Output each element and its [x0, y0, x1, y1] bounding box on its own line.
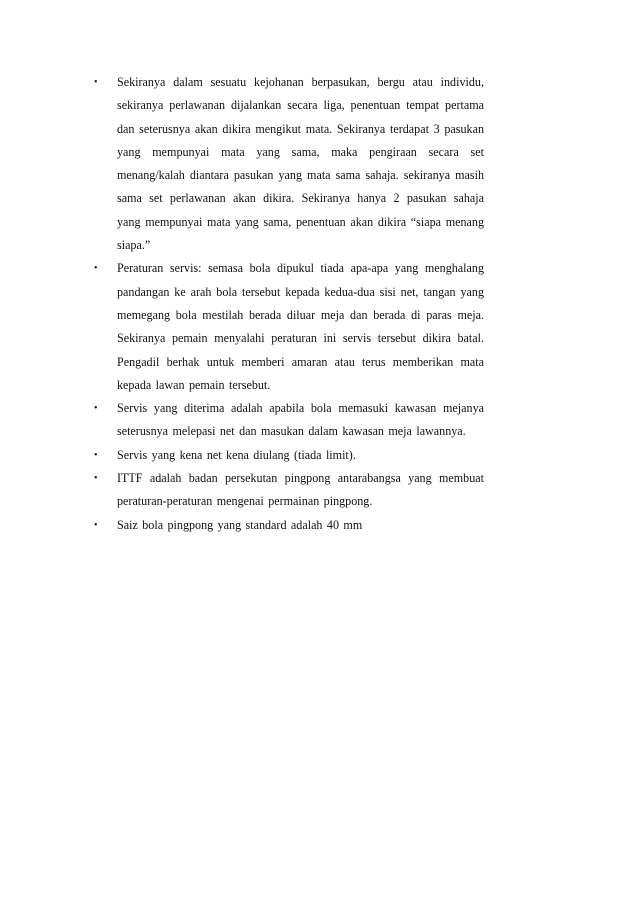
bullet-icon: • [94, 449, 98, 461]
list-item [92, 257, 484, 397]
paragraph-text: Saiz bola pingpong yang standard adalah 40 mm [117, 517, 363, 532]
list-item [92, 71, 484, 257]
paragraph-text: Servis yang kena net kena diulang (tiada limit). [117, 447, 356, 462]
paragraph-text: Peraturan servis: semasa bola dipukul tiada apa-apa yang menghalang pandangan ke arah bola tersebut kepada kedua-dua sisi net, tangan yang memegang bola mestilah berada diluar meja dan berada di paras meja. Sekiranya pemain menyalahi peraturan ini servis tersebut dikira batal. Pengadil berhak untuk memberi amaran atau terus memberikan mata kepada lawan pemain tersebut. [117, 261, 484, 392]
paragraph-text: ITTF adalah badan persekutan pingpong antarabangsa yang membuat peraturan-peraturan mengenai permainan pingpong. [117, 471, 484, 509]
bullet-icon: • [94, 263, 98, 275]
list-item [92, 514, 484, 537]
paragraph-text: Sekiranya dalam sesuatu kejohanan berpasukan, bergu atau individu, sekiranya perlawanan dijalankan secara liga, penentuan tempat pertama dan seterusnya akan dikira mengikut mata. Sekiranya terdapat 3 pasukan yang mempunyai mata yang sama, maka pengiraan secara set menang/kalah diantara pasukan yang mata sama sahaja. sekiranya masih sama set perlawanan akan dikira. Sekiranya hanya 2 pasukan sahaja yang mempunyai mata yang sama, penentuan akan dikira “siapa menang siapa.” [117, 75, 484, 253]
list-item [92, 467, 484, 514]
list-item [92, 444, 484, 467]
bullet-icon: • [94, 473, 98, 485]
paragraph-text: Servis yang diterima adalah apabila bola memasuki kawasan mejanya seterusnya melepasi net dan masukan dalam kawasan meja lawannya. [117, 401, 484, 439]
bullet-icon: • [94, 77, 98, 88]
bullet-icon: • [94, 519, 98, 531]
bullet-list [92, 71, 484, 537]
bullet-icon: • [94, 403, 98, 415]
list-item [92, 397, 484, 444]
